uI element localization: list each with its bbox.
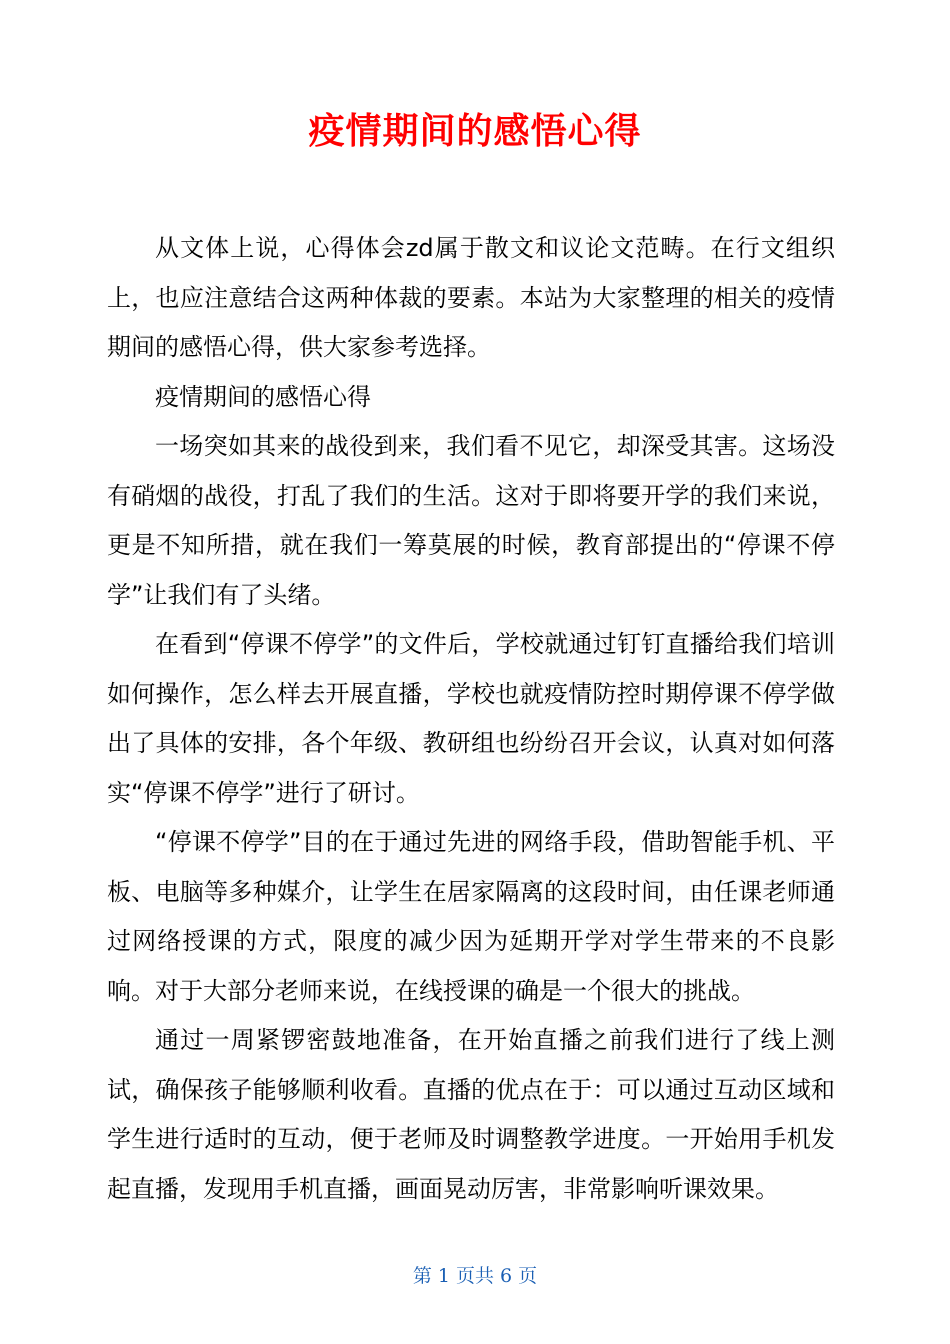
paragraph-subtitle: 疫情期间的感悟心得 (155, 382, 371, 411)
paragraph-livestream: 通过一周紧锣密鼓地准备，在开始直播之前我们进行了线上测试，确保孩子能够顺利收看。直播的优点在于：可以通过互动区域和学生进行适时的互动，便于老师及时调整教学进度。一开始用手机发起直播，发现用手机直播，画面晃动厉害，非常影响听课效果。 (107, 1026, 835, 1203)
paragraph-intro: 从文体上说，心得体会zd属于散文和议论文范畴。在行文组织上，也应注意结合这两种体裁的要素。本站为大家整理的相关的疫情期间的感悟心得，供大家参考选择。 (107, 234, 835, 361)
document-title: 疫情期间的感悟心得 (308, 111, 642, 152)
paragraph-training: 在看到“停课不停学”的文件后，学校就通过钉钉直播给我们培训如何操作，怎么样去开展直播，学校也就疫情防控时期停课不停学做出了具体的安排，各个年级、教研组也纷纷召开会议，认真对如何落实“停课不停学”进行了研讨。 (107, 630, 835, 807)
page-indicator: 第 1 页共 6 页 (412, 1265, 538, 1287)
paragraph-battle: 一场突如其来的战役到来，我们看不见它，却深受其害。这场没有硝烟的战役，打乱了我们的生活。这对于即将要开学的我们来说，更是不知所措，就在我们一筹莫展的时候，教育部提出的“停课不停学”让我们有了头绪。 (107, 432, 835, 609)
document-body (107, 224, 835, 1214)
paragraph-purpose: “停课不停学”目的在于通过先进的网络手段，借助智能手机、平板、电脑等多种媒介，让学生在居家隔离的这段时间，由任课老师通过网络授课的方式，限度的减少因为延期开学对学生带来的不良影响。对于大部分老师来说，在线授课的确是一个很大的挑战。 (107, 828, 835, 1005)
